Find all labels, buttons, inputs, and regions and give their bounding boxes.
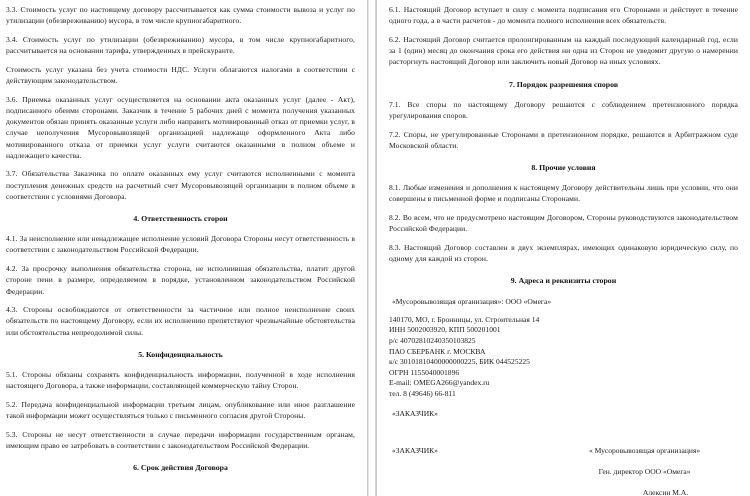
section-heading: 5. Конфиденциальность [138, 349, 223, 359]
signature-organization-block [551, 445, 738, 496]
page-gutter [368, 0, 376, 496]
organization-party-line: «Мусоровывозящая организация»: ООО «Омега» [392, 296, 552, 306]
clause-paragraph: 6.1. Настоящий Договор вступает в силу с момента подписания его Сторонами и действует в течение одного года, а в части расчетов - до момента полного исполнения всех обязательств. [389, 5, 738, 26]
clause-paragraph: 3.3. Стоимость услуг по настоящему договору рассчитывается как сумма стоимости вывоза и услуг по утилизации (обезвреживанию) мусора, в том числе крупногабаритного. [6, 5, 355, 26]
section-heading: 8. Прочие условия [531, 163, 596, 173]
clause-paragraph: 5.3. Стороны не несут ответственности в случае передачи информации государственным органам, имеющим право ее затребовать в соответствии с законодательством Российской Федерации. [6, 429, 355, 451]
section-heading: 4. Ответственность сторон [133, 214, 228, 224]
section-heading: 7. Порядок разрешения споров [508, 79, 619, 89]
clause-paragraph: 8.3. Настоящий Договор составлен в двух экземплярах, имеющих одинаковую юридическую силу, по одному для каждой из сторон. [389, 243, 738, 264]
requisite-line: к/с 30101810400000000225, БИК 044525225 [389, 357, 530, 367]
clause-paragraph: 3.4. Стоимость услуг по утилизации (обезвреживанию) мусора, в том числе крупногабаритного, рассчитывается на основании тарифа, утвержденных в прейскуранте. [6, 34, 355, 56]
clause-paragraph: Стоимость услуг указана без учета стоимости НДС. Услуги облагаются налогами в соответствии с действующим законодательством. [6, 64, 355, 86]
clause-paragraph: 8.2. Во всем, что не предусмотрено настоящим Договором, Стороны руководствуются законодательством Российской Федерации. [389, 213, 738, 234]
signature-org-title: Ген. директор ООО «Омега» [598, 467, 691, 477]
page-left [0, 0, 368, 496]
organization-requisites [389, 315, 738, 400]
requisite-line: р/с 40702810240350103825 [389, 336, 476, 346]
clause-paragraph: 4.1. За неисполнение или ненадлежащее исполнение условий Договора Стороны несут ответственность в соответствии с законодательством Российской Федерации. [6, 234, 355, 255]
signature-row [389, 445, 738, 496]
signature-org-person: Алексин М.А. [642, 488, 689, 496]
requisite-line: ИНН 5002003920, КПП 500201001 [389, 325, 501, 335]
clause-paragraph: 7.1. Все споры по настоящему Договору решаются с соблюдением претензионного порядка урегулирования споров. [389, 99, 738, 120]
requisite-line: 140170, МО, г. Бронницы, ул. Строительная 14 [389, 314, 540, 324]
requisite-line: ПАО СБЕРБАНК г. МОСКВА [389, 346, 486, 356]
signature-org-name: « Мусоровывозящая организация» [588, 445, 701, 455]
requisite-line: E-mail: OMEGA266@yandex.ru [389, 378, 490, 388]
section-heading: 6. Срок действия Договора [133, 463, 228, 473]
clause-paragraph: 8.1. Любые изменения и дополнения к настоящему Договору действительны лишь при условии, что они совершены в письменной форме и подписаны Сторонами. [389, 183, 738, 204]
page-right [376, 0, 748, 496]
clause-paragraph: 6.2. Настоящий Договор считается пролонгированным на каждый последующий календарный год, если за 1 (один) месяц до окончания срока его действия ни одна из Сторон не уведомит другую о намерении расторгнуть настоящий Договор или заключить новый Договор на иных условиях. [389, 34, 738, 67]
requisite-line: тел. 8 (49646) 66-811 [389, 389, 456, 399]
requisite-line: ОГРН 1155040001896 [389, 367, 460, 377]
clause-paragraph: 4.2. За просрочку выполнения обязательства сторона, не исполнившая обязательства, платит другой стороне пени в размере, определяемом в порядке, установленном законодательством Российской Федерации. [6, 264, 355, 296]
clause-paragraph: 4.3. Стороны освобождаются от ответственности за частичное или полное неисполнение своих обязательств по настоящему Договору, если их исполнению препятствуют чрезвычайные обстоятельства или обстоятельства непреодолимой силы. [6, 305, 355, 337]
section-heading: 9. Адреса и реквизиты сторон [510, 276, 617, 286]
clause-paragraph: 5.1. Стороны обязаны сохранять конфиденциальность информации, полученной в ходе исполнения настоящего Договора, а также информации, составляющей коммерческую тайну Сторон. [6, 370, 355, 391]
clause-paragraph: 7.2. Споры, не урегулированные Сторонами в претензионном порядке, решаются в Арбитражном суде Московской области. [389, 129, 738, 150]
customer-label-top: «ЗАКАЗЧИК» [392, 408, 438, 418]
clause-paragraph: 3.6. Приемка оказанных услуг осуществляется на основании акта оказанных услуг (далее - Акт), подписанного обеими сторонами. Заказчик в течение 5 рабочих дней с момента получения указанных документов обязан принять оказанные услуги либо направить мотивированный отказ от приемки услуг, в случае неполучения Мусоровывозящей организацией надлежаще оформленного Акта либо мотивированного отказа от приемки услуг услуги считаются оказанными в полном объеме и надлежащего качества. [6, 94, 355, 160]
signature-customer-label: «ЗАКАЗЧИК» [392, 445, 438, 455]
clause-paragraph: 3.7. Обязательства Заказчика по оплате оказанных ему услуг считаются исполненными с момента поступления денежных средств на расчетный счет Мусоровывозящей организации в полном объеме в соответствии с условиями Договора. [6, 169, 355, 201]
clause-paragraph: 5.2. Передача конфиденциальной информации третьим лицам, опубликование или иное разглашение такой информации может осуществляться только с письменного согласия другой Стороны. [6, 399, 355, 421]
